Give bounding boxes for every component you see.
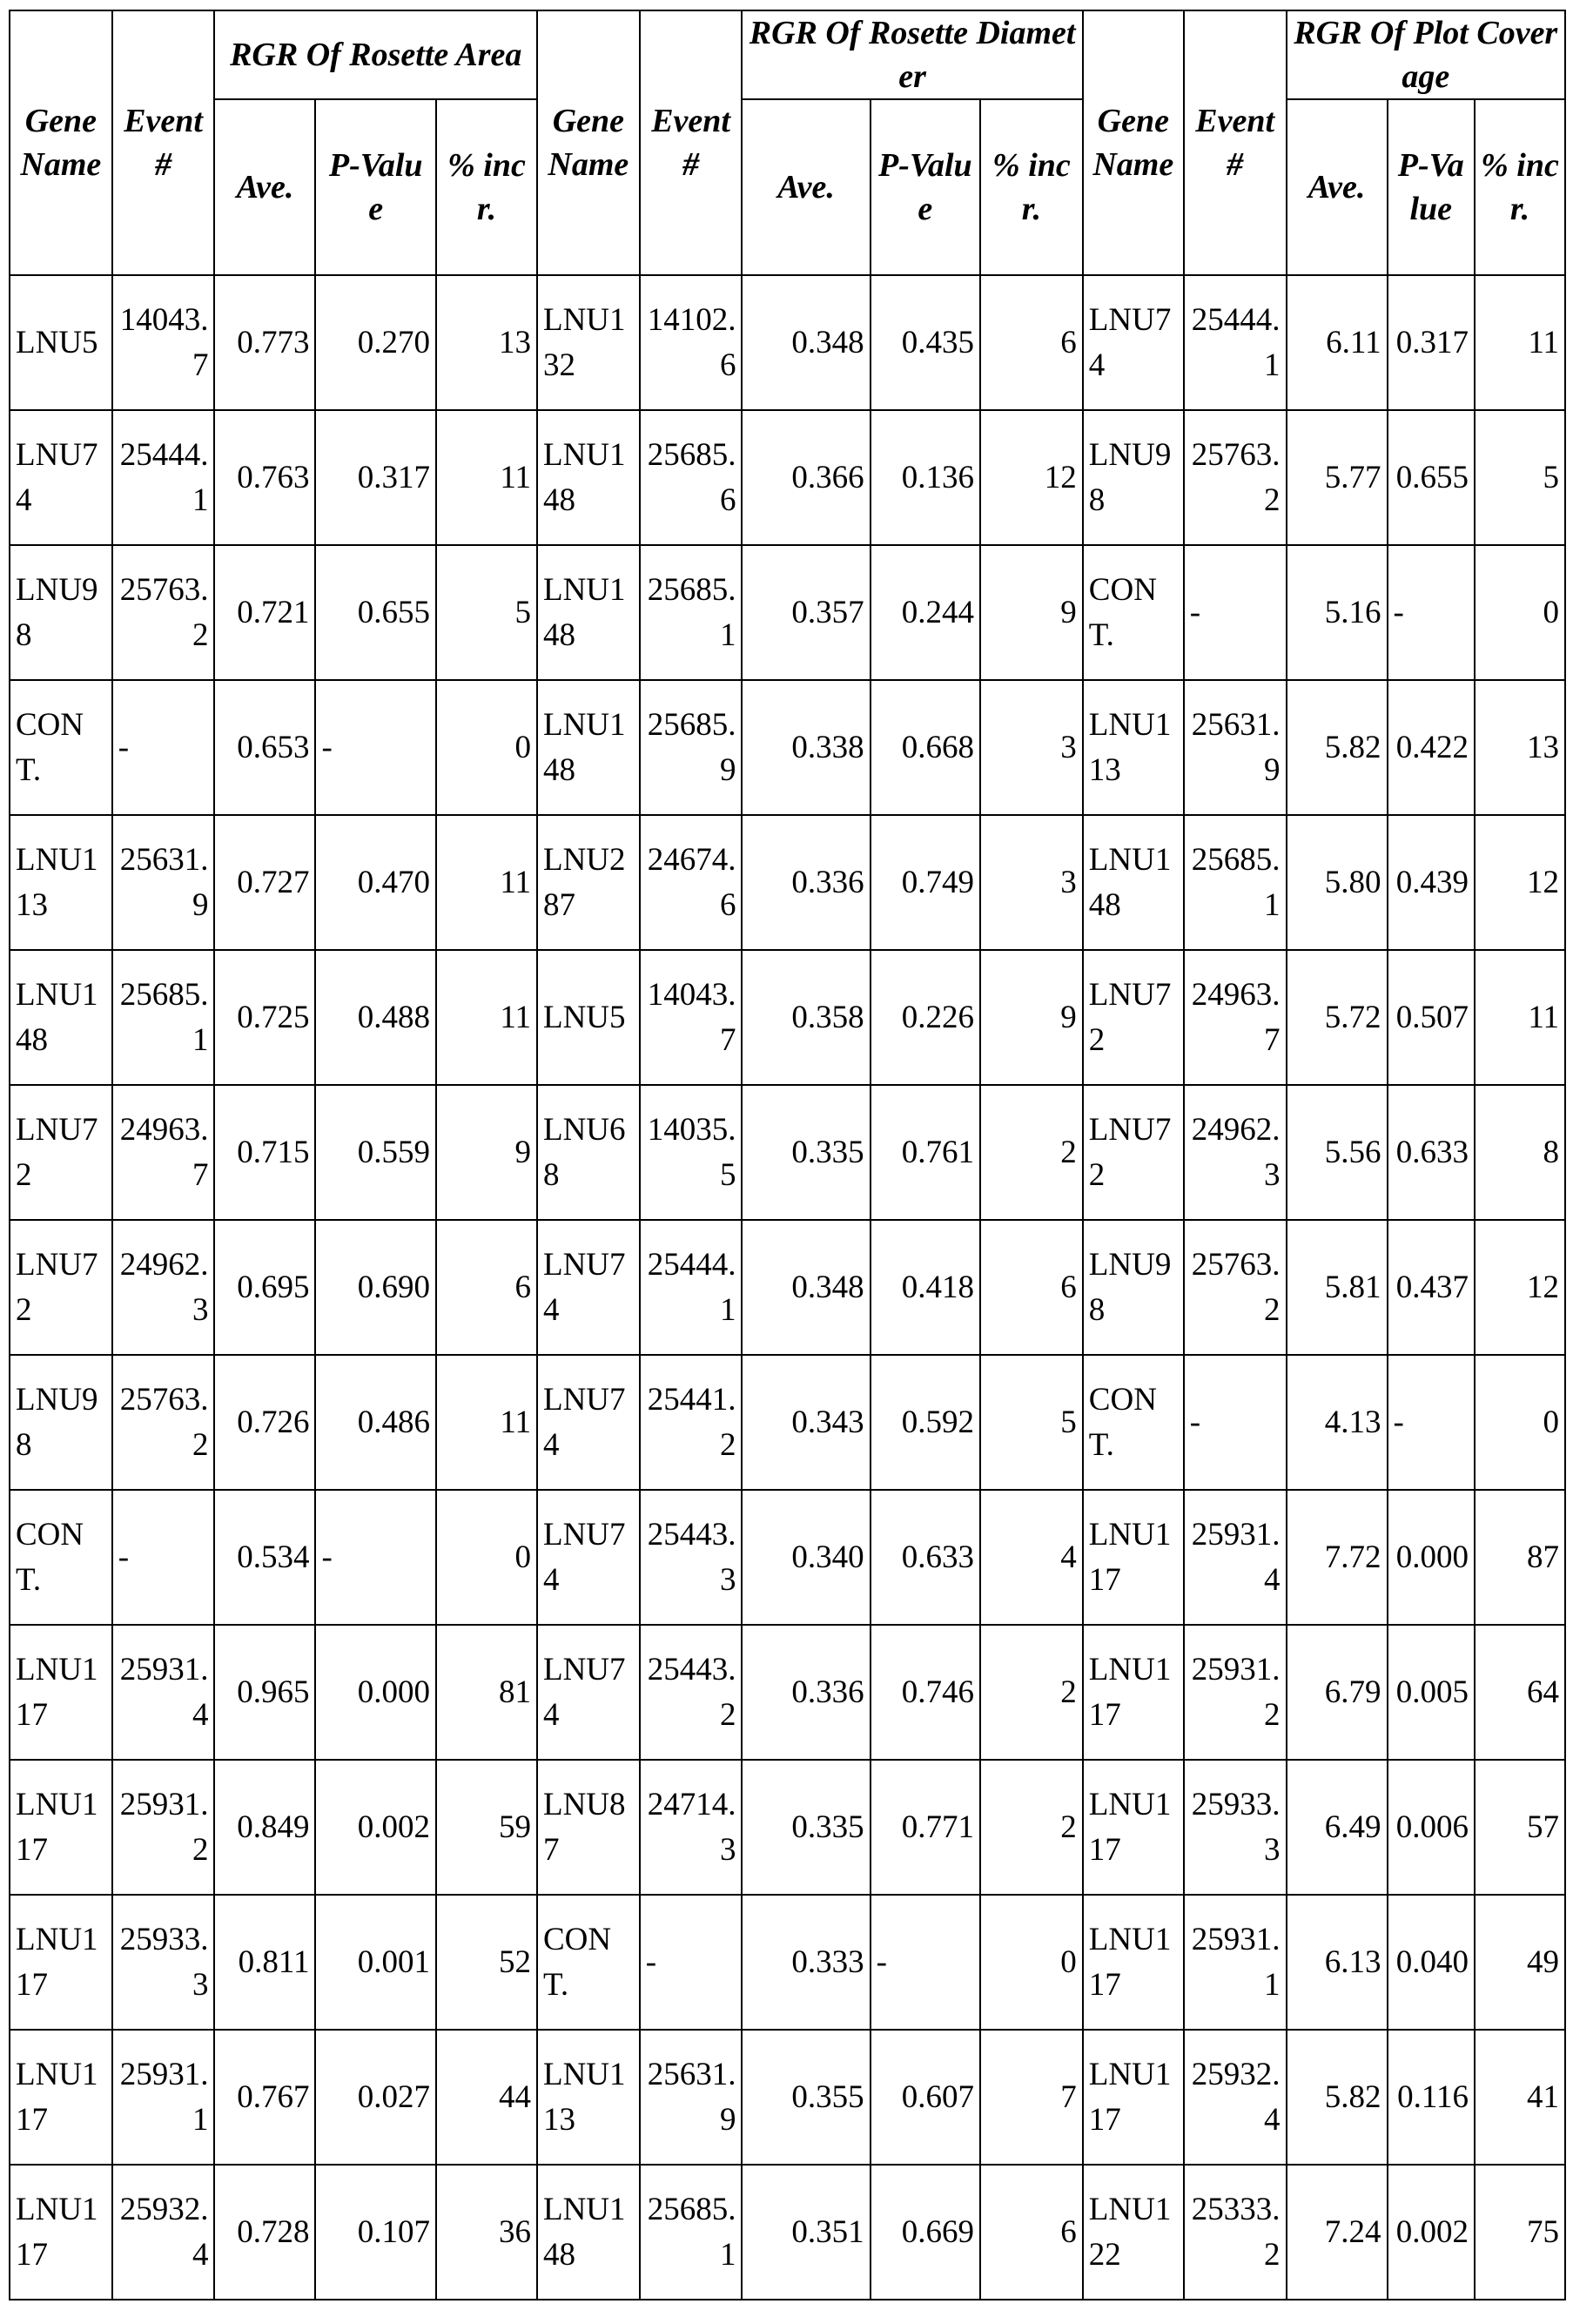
table-header	[10, 10, 1565, 275]
plot-percent-increase-cell: 87	[1475, 1490, 1565, 1625]
header-gene-name-plot: Gene Name	[1083, 10, 1184, 275]
area-average-cell: 0.653	[214, 680, 315, 815]
plot-event-number-cell: 25763.2	[1184, 410, 1287, 545]
area-event-number-cell: -	[112, 1490, 215, 1625]
diameter-p-value-cell: -	[871, 1895, 980, 2030]
area-average-cell: 0.727	[214, 815, 315, 950]
header-incr-plot: % incr.	[1475, 99, 1565, 275]
area-gene-name-cell: LNU98	[10, 545, 112, 680]
plot-average-cell: 7.24	[1287, 2165, 1388, 2300]
table-row	[10, 1760, 1565, 1895]
area-event-number-cell: 14043.7	[112, 275, 215, 410]
plot-average-cell: 6.13	[1287, 1895, 1388, 2030]
diameter-percent-increase-cell: 2	[980, 1625, 1083, 1760]
area-event-number-cell: -	[112, 680, 215, 815]
area-percent-increase-cell: 5	[436, 545, 537, 680]
plot-event-number-cell: -	[1184, 1355, 1287, 1490]
diameter-percent-increase-cell: 6	[980, 1220, 1083, 1355]
header-row-groups	[10, 10, 1565, 99]
diameter-average-cell: 0.343	[742, 1355, 870, 1490]
area-p-value-cell: 0.270	[315, 275, 436, 410]
area-event-number-cell: 25763.2	[112, 545, 215, 680]
diameter-percent-increase-cell: 3	[980, 815, 1083, 950]
diameter-gene-name-cell: LNU148	[537, 545, 640, 680]
plot-gene-name-cell: LNU117	[1083, 2030, 1184, 2165]
area-percent-increase-cell: 0	[436, 680, 537, 815]
header-event-area: Event #	[112, 10, 215, 275]
area-gene-name-cell: CONT.	[10, 1490, 112, 1625]
area-event-number-cell: 25444.1	[112, 410, 215, 545]
diameter-gene-name-cell: CONT.	[537, 1895, 640, 2030]
plot-p-value-cell: -	[1388, 1355, 1475, 1490]
diameter-event-number-cell: 25685.9	[640, 680, 743, 815]
diameter-gene-name-cell: LNU148	[537, 410, 640, 545]
area-average-cell: 0.965	[214, 1625, 315, 1760]
plot-gene-name-cell: LNU72	[1083, 1085, 1184, 1220]
diameter-percent-increase-cell: 5	[980, 1355, 1083, 1490]
area-gene-name-cell: LNU72	[10, 1085, 112, 1220]
diameter-event-number-cell: -	[640, 1895, 743, 2030]
plot-average-cell: 5.77	[1287, 410, 1388, 545]
plot-event-number-cell: 25931.4	[1184, 1490, 1287, 1625]
diameter-p-value-cell: 0.761	[871, 1085, 980, 1220]
plot-gene-name-cell: LNU98	[1083, 410, 1184, 545]
diameter-event-number-cell: 25443.3	[640, 1490, 743, 1625]
plot-percent-increase-cell: 75	[1475, 2165, 1565, 2300]
table-row	[10, 1625, 1565, 1760]
header-incr-diameter: % incr.	[980, 99, 1083, 275]
diameter-average-cell: 0.358	[742, 950, 870, 1085]
area-percent-increase-cell: 52	[436, 1895, 537, 2030]
diameter-percent-increase-cell: 6	[980, 2165, 1083, 2300]
plot-p-value-cell: 0.002	[1388, 2165, 1475, 2300]
header-pvalue-diameter: P-Value	[871, 99, 980, 275]
table-row	[10, 680, 1565, 815]
header-incr-area: % incr.	[436, 99, 537, 275]
plot-p-value-cell: 0.422	[1388, 680, 1475, 815]
area-percent-increase-cell: 36	[436, 2165, 537, 2300]
area-percent-increase-cell: 81	[436, 1625, 537, 1760]
diameter-average-cell: 0.338	[742, 680, 870, 815]
table-row	[10, 1220, 1565, 1355]
diameter-p-value-cell: 0.226	[871, 950, 980, 1085]
table-row	[10, 2165, 1565, 2300]
diameter-p-value-cell: 0.669	[871, 2165, 980, 2300]
plot-percent-increase-cell: 8	[1475, 1085, 1565, 1220]
plot-percent-increase-cell: 11	[1475, 950, 1565, 1085]
plot-average-cell: 5.56	[1287, 1085, 1388, 1220]
diameter-average-cell: 0.335	[742, 1760, 870, 1895]
diameter-average-cell: 0.333	[742, 1895, 870, 2030]
plot-percent-increase-cell: 41	[1475, 2030, 1565, 2165]
diameter-p-value-cell: 0.607	[871, 2030, 980, 2165]
table-row	[10, 1895, 1565, 2030]
plot-event-number-cell: 25685.1	[1184, 815, 1287, 950]
plot-percent-increase-cell: 49	[1475, 1895, 1565, 2030]
diameter-average-cell: 0.335	[742, 1085, 870, 1220]
area-percent-increase-cell: 13	[436, 275, 537, 410]
diameter-percent-increase-cell: 2	[980, 1085, 1083, 1220]
table-body	[10, 275, 1565, 2300]
header-pvalue-plot: P-Value	[1388, 99, 1475, 275]
diameter-percent-increase-cell: 4	[980, 1490, 1083, 1625]
area-percent-increase-cell: 11	[436, 410, 537, 545]
area-event-number-cell: 25931.1	[112, 2030, 215, 2165]
area-gene-name-cell: LNU74	[10, 410, 112, 545]
area-p-value-cell: 0.470	[315, 815, 436, 950]
plot-event-number-cell: 25933.3	[1184, 1760, 1287, 1895]
diameter-percent-increase-cell: 9	[980, 545, 1083, 680]
area-percent-increase-cell: 11	[436, 950, 537, 1085]
plot-p-value-cell: 0.317	[1388, 275, 1475, 410]
plot-gene-name-cell: LNU117	[1083, 1895, 1184, 2030]
header-gene-name-diameter: Gene Name	[537, 10, 640, 275]
plot-p-value-cell: -	[1388, 545, 1475, 680]
diameter-percent-increase-cell: 3	[980, 680, 1083, 815]
area-event-number-cell: 25931.4	[112, 1625, 215, 1760]
diameter-gene-name-cell: LNU74	[537, 1220, 640, 1355]
plot-gene-name-cell: LNU74	[1083, 275, 1184, 410]
plot-p-value-cell: 0.005	[1388, 1625, 1475, 1760]
area-p-value-cell: -	[315, 680, 436, 815]
diameter-event-number-cell: 25631.9	[640, 2030, 743, 2165]
plot-average-cell: 5.72	[1287, 950, 1388, 1085]
plot-gene-name-cell: LNU98	[1083, 1220, 1184, 1355]
plot-average-cell: 6.79	[1287, 1625, 1388, 1760]
header-row-columns	[10, 99, 1565, 275]
plot-average-cell: 5.82	[1287, 680, 1388, 815]
area-event-number-cell: 24963.7	[112, 1085, 215, 1220]
diameter-gene-name-cell: LNU287	[537, 815, 640, 950]
diameter-gene-name-cell: LNU68	[537, 1085, 640, 1220]
diameter-p-value-cell: 0.633	[871, 1490, 980, 1625]
table-row	[10, 2030, 1565, 2165]
table-row	[10, 545, 1565, 680]
plot-p-value-cell: 0.000	[1388, 1490, 1475, 1625]
area-average-cell: 0.767	[214, 2030, 315, 2165]
area-event-number-cell: 25933.3	[112, 1895, 215, 2030]
header-event-plot: Event #	[1184, 10, 1287, 275]
diameter-average-cell: 0.348	[742, 275, 870, 410]
plot-average-cell: 5.82	[1287, 2030, 1388, 2165]
diameter-average-cell: 0.348	[742, 1220, 870, 1355]
plot-event-number-cell: -	[1184, 545, 1287, 680]
area-gene-name-cell: CONT.	[10, 680, 112, 815]
plot-p-value-cell: 0.006	[1388, 1760, 1475, 1895]
diameter-gene-name-cell: LNU87	[537, 1760, 640, 1895]
plot-average-cell: 5.80	[1287, 815, 1388, 950]
diameter-percent-increase-cell: 0	[980, 1895, 1083, 2030]
diameter-p-value-cell: 0.435	[871, 275, 980, 410]
area-average-cell: 0.725	[214, 950, 315, 1085]
diameter-average-cell: 0.355	[742, 2030, 870, 2165]
area-average-cell: 0.773	[214, 275, 315, 410]
area-gene-name-cell: LNU5	[10, 275, 112, 410]
diameter-percent-increase-cell: 6	[980, 275, 1083, 410]
area-p-value-cell: 0.027	[315, 2030, 436, 2165]
plot-percent-increase-cell: 64	[1475, 1625, 1565, 1760]
plot-p-value-cell: 0.633	[1388, 1085, 1475, 1220]
area-p-value-cell: 0.486	[315, 1355, 436, 1490]
diameter-event-number-cell: 25685.1	[640, 2165, 743, 2300]
plot-percent-increase-cell: 12	[1475, 815, 1565, 950]
diameter-p-value-cell: 0.592	[871, 1355, 980, 1490]
plot-percent-increase-cell: 13	[1475, 680, 1565, 815]
area-average-cell: 0.534	[214, 1490, 315, 1625]
diameter-event-number-cell: 14035.5	[640, 1085, 743, 1220]
plot-gene-name-cell: LNU117	[1083, 1625, 1184, 1760]
diameter-event-number-cell: 14043.7	[640, 950, 743, 1085]
area-average-cell: 0.763	[214, 410, 315, 545]
diameter-average-cell: 0.336	[742, 815, 870, 950]
plot-gene-name-cell: LNU117	[1083, 1760, 1184, 1895]
plot-event-number-cell: 25931.1	[1184, 1895, 1287, 2030]
diameter-event-number-cell: 25441.2	[640, 1355, 743, 1490]
header-group-plot-coverage: RGR Of Plot Coverage	[1287, 10, 1565, 99]
area-gene-name-cell: LNU117	[10, 2030, 112, 2165]
plot-average-cell: 6.49	[1287, 1760, 1388, 1895]
plot-gene-name-cell: LNU117	[1083, 1490, 1184, 1625]
header-gene-name-area: Gene Name	[10, 10, 112, 275]
diameter-event-number-cell: 14102.6	[640, 275, 743, 410]
area-event-number-cell: 25931.2	[112, 1760, 215, 1895]
area-p-value-cell: 0.655	[315, 545, 436, 680]
plot-event-number-cell: 25931.2	[1184, 1625, 1287, 1760]
diameter-average-cell: 0.336	[742, 1625, 870, 1760]
header-group-rosette-area: RGR Of Rosette Area	[214, 10, 537, 99]
area-percent-increase-cell: 11	[436, 1355, 537, 1490]
area-average-cell: 0.715	[214, 1085, 315, 1220]
plot-gene-name-cell: LNU148	[1083, 815, 1184, 950]
area-gene-name-cell: LNU98	[10, 1355, 112, 1490]
area-gene-name-cell: LNU117	[10, 1760, 112, 1895]
area-event-number-cell: 25631.9	[112, 815, 215, 950]
plot-p-value-cell: 0.040	[1388, 1895, 1475, 2030]
diameter-event-number-cell: 24714.3	[640, 1760, 743, 1895]
diameter-p-value-cell: 0.746	[871, 1625, 980, 1760]
diameter-p-value-cell: 0.244	[871, 545, 980, 680]
area-gene-name-cell: LNU117	[10, 2165, 112, 2300]
diameter-p-value-cell: 0.136	[871, 410, 980, 545]
area-gene-name-cell: LNU117	[10, 1625, 112, 1760]
area-p-value-cell: 0.000	[315, 1625, 436, 1760]
table-row	[10, 950, 1565, 1085]
header-ave-plot: Ave.	[1287, 99, 1388, 275]
area-p-value-cell: 0.001	[315, 1895, 436, 2030]
plot-average-cell: 5.16	[1287, 545, 1388, 680]
plot-percent-increase-cell: 0	[1475, 1355, 1565, 1490]
diameter-percent-increase-cell: 12	[980, 410, 1083, 545]
diameter-p-value-cell: 0.418	[871, 1220, 980, 1355]
diameter-gene-name-cell: LNU148	[537, 680, 640, 815]
diameter-event-number-cell: 25443.2	[640, 1625, 743, 1760]
area-average-cell: 0.849	[214, 1760, 315, 1895]
header-event-diameter: Event #	[640, 10, 743, 275]
area-percent-increase-cell: 9	[436, 1085, 537, 1220]
plot-average-cell: 4.13	[1287, 1355, 1388, 1490]
diameter-gene-name-cell: LNU74	[537, 1625, 640, 1760]
plot-percent-increase-cell: 0	[1475, 545, 1565, 680]
area-percent-increase-cell: 0	[436, 1490, 537, 1625]
diameter-gene-name-cell: LNU5	[537, 950, 640, 1085]
area-gene-name-cell: LNU148	[10, 950, 112, 1085]
plot-percent-increase-cell: 12	[1475, 1220, 1565, 1355]
area-p-value-cell: 0.317	[315, 410, 436, 545]
plot-gene-name-cell: LNU122	[1083, 2165, 1184, 2300]
diameter-gene-name-cell: LNU113	[537, 2030, 640, 2165]
area-average-cell: 0.721	[214, 545, 315, 680]
plot-average-cell: 5.81	[1287, 1220, 1388, 1355]
diameter-p-value-cell: 0.668	[871, 680, 980, 815]
area-p-value-cell: -	[315, 1490, 436, 1625]
plot-event-number-cell: 25631.9	[1184, 680, 1287, 815]
plot-percent-increase-cell: 57	[1475, 1760, 1565, 1895]
diameter-event-number-cell: 25685.1	[640, 545, 743, 680]
plot-percent-increase-cell: 5	[1475, 410, 1565, 545]
plot-average-cell: 6.11	[1287, 275, 1388, 410]
area-gene-name-cell: LNU117	[10, 1895, 112, 2030]
area-gene-name-cell: LNU72	[10, 1220, 112, 1355]
diameter-gene-name-cell: LNU74	[537, 1490, 640, 1625]
area-average-cell: 0.695	[214, 1220, 315, 1355]
plot-p-value-cell: 0.439	[1388, 815, 1475, 950]
plot-event-number-cell: 25333.2	[1184, 2165, 1287, 2300]
plot-p-value-cell: 0.655	[1388, 410, 1475, 545]
plot-event-number-cell: 24962.3	[1184, 1085, 1287, 1220]
header-pvalue-area: P-Value	[315, 99, 436, 275]
diameter-gene-name-cell: LNU132	[537, 275, 640, 410]
diameter-average-cell: 0.357	[742, 545, 870, 680]
diameter-percent-increase-cell: 9	[980, 950, 1083, 1085]
table-row	[10, 1085, 1565, 1220]
area-event-number-cell: 24962.3	[112, 1220, 215, 1355]
area-p-value-cell: 0.002	[315, 1760, 436, 1895]
plot-event-number-cell: 25763.2	[1184, 1220, 1287, 1355]
area-p-value-cell: 0.559	[315, 1085, 436, 1220]
header-ave-diameter: Ave.	[742, 99, 870, 275]
area-percent-increase-cell: 59	[436, 1760, 537, 1895]
diameter-gene-name-cell: LNU74	[537, 1355, 640, 1490]
area-p-value-cell: 0.488	[315, 950, 436, 1085]
plot-p-value-cell: 0.437	[1388, 1220, 1475, 1355]
area-percent-increase-cell: 6	[436, 1220, 537, 1355]
diameter-event-number-cell: 25685.6	[640, 410, 743, 545]
area-average-cell: 0.728	[214, 2165, 315, 2300]
table-row	[10, 410, 1565, 545]
plot-p-value-cell: 0.116	[1388, 2030, 1475, 2165]
header-group-rosette-diameter: RGR Of Rosette Diameter	[742, 10, 1082, 99]
area-average-cell: 0.726	[214, 1355, 315, 1490]
diameter-event-number-cell: 25444.1	[640, 1220, 743, 1355]
area-percent-increase-cell: 44	[436, 2030, 537, 2165]
plot-event-number-cell: 24963.7	[1184, 950, 1287, 1085]
area-average-cell: 0.811	[214, 1895, 315, 2030]
area-p-value-cell: 0.107	[315, 2165, 436, 2300]
table-row	[10, 1490, 1565, 1625]
table-row	[10, 1355, 1565, 1490]
table-row	[10, 815, 1565, 950]
diameter-average-cell: 0.351	[742, 2165, 870, 2300]
plot-gene-name-cell: CONT.	[1083, 1355, 1184, 1490]
diameter-event-number-cell: 24674.6	[640, 815, 743, 950]
header-ave-area: Ave.	[214, 99, 315, 275]
plot-event-number-cell: 25932.4	[1184, 2030, 1287, 2165]
area-event-number-cell: 25763.2	[112, 1355, 215, 1490]
area-percent-increase-cell: 11	[436, 815, 537, 950]
results-table	[9, 10, 1566, 2300]
diameter-average-cell: 0.366	[742, 410, 870, 545]
plot-percent-increase-cell: 11	[1475, 275, 1565, 410]
plot-gene-name-cell: CONT.	[1083, 545, 1184, 680]
diameter-percent-increase-cell: 7	[980, 2030, 1083, 2165]
area-p-value-cell: 0.690	[315, 1220, 436, 1355]
area-event-number-cell: 25932.4	[112, 2165, 215, 2300]
plot-gene-name-cell: LNU72	[1083, 950, 1184, 1085]
plot-p-value-cell: 0.507	[1388, 950, 1475, 1085]
area-event-number-cell: 25685.1	[112, 950, 215, 1085]
area-gene-name-cell: LNU113	[10, 815, 112, 950]
diameter-average-cell: 0.340	[742, 1490, 870, 1625]
plot-gene-name-cell: LNU113	[1083, 680, 1184, 815]
diameter-p-value-cell: 0.771	[871, 1760, 980, 1895]
plot-event-number-cell: 25444.1	[1184, 275, 1287, 410]
diameter-percent-increase-cell: 2	[980, 1760, 1083, 1895]
diameter-p-value-cell: 0.749	[871, 815, 980, 950]
table-row	[10, 275, 1565, 410]
diameter-gene-name-cell: LNU148	[537, 2165, 640, 2300]
plot-average-cell: 7.72	[1287, 1490, 1388, 1625]
